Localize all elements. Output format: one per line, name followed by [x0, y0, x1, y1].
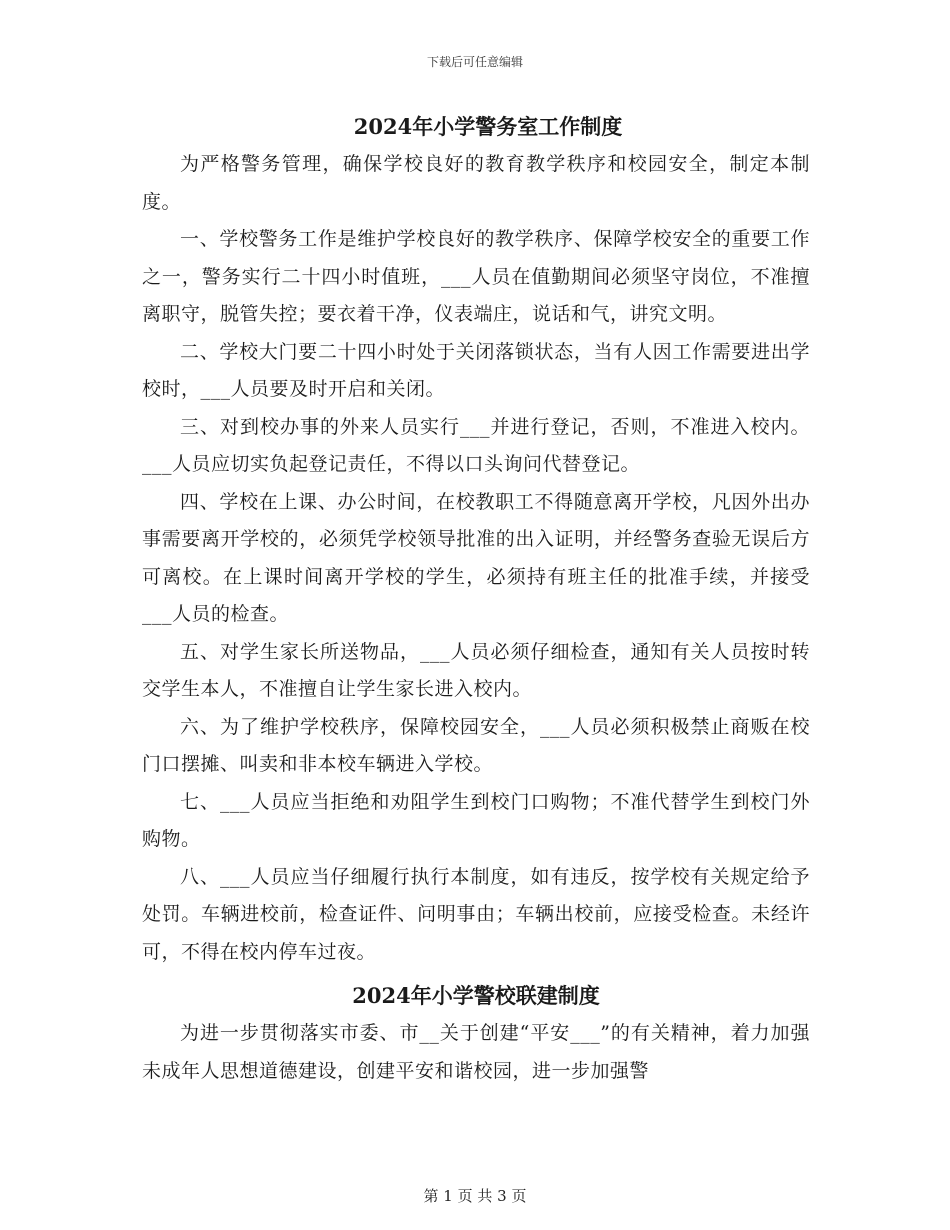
header-note: 下载后可任意编辑	[426, 55, 523, 69]
paragraph: 为严格警务管理，确保学校良好的教育教学秩序和校园安全，制定本制度。	[142, 153, 810, 213]
paragraph: 八、___人员应当仔细履行执行本制度，如有违反，按学校有关规定给予处罚。车辆进校前，检查证件、问明事由；车辆出校前，应接受检查。未经许可，不得在校内停车过夜。	[142, 865, 810, 963]
paragraph: 一、学校警务工作是维护学校良好的教学秩序、保障学校安全的重要工作之一，警务实行二十四小时值班，___人员在值勤期间必须坚守岗位，不准擅离职守，脱管失控；要衣着干净，仪表端庄，说话和气，讲究文明。	[142, 228, 810, 325]
paragraph: 为进一步贯彻落实市委、市__关于创建“平安___”的有关精神，着力加强未成年人思想道德建设，创建平安和谐校园，进一步加强警	[142, 1022, 810, 1082]
paragraph: 三、对到校办事的外来人员实行___并进行登记，否则，不准进入校内。___人员应切实负起登记责任，不得以口头询问代替登记。	[142, 415, 810, 475]
paragraph: 二、学校大门要二十四小时处于关闭落锁状态，当有人因工作需要进出学校时，___人员要及时开启和关闭。	[142, 340, 810, 400]
document-body	[142, 108, 810, 1090]
paragraph: 六、为了维护学校秩序，保障校园安全，___人员必须积极禁止商贩在校门口摆摊、叫卖和非本校车辆进入学校。	[142, 715, 810, 775]
paragraph: 七、___人员应当拒绝和劝阻学生到校门口购物；不准代替学生到校门外购物。	[142, 790, 810, 850]
paragraph: 五、对学生家长所送物品，___人员必须仔细检查，通知有关人员按时转交学生本人，不准擅自让学生家长进入校内。	[142, 640, 810, 700]
doc-title-2: 2024年小学警校联建制度	[352, 983, 600, 1008]
page-number: 第 1 页 共 3 页	[423, 1187, 527, 1205]
paragraph: 四、学校在上课、办公时间，在校教职工不得随意离开学校，凡因外出办事需要离开学校的，必须凭学校领导批准的出入证明，并经警务查验无误后方可离校。在上课时间离开学校的学生，必须持有班主任的批准手续，并接受___人员的检查。	[142, 490, 810, 625]
doc-title-1: 2024年小学警务室工作制度	[353, 114, 623, 139]
